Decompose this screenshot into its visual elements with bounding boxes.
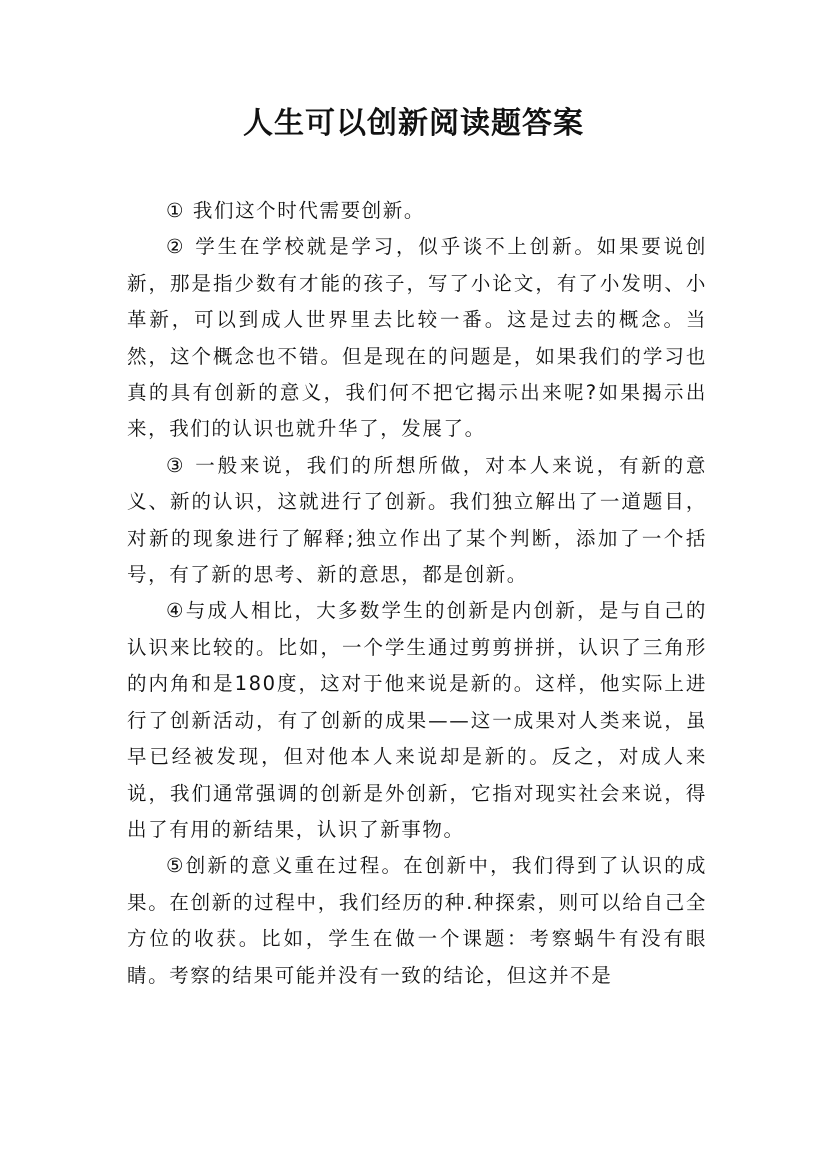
paragraph-3: ③ 一般来说，我们的所想所做，对本人来说，有新的意义、新的认识，这就进行了创新。我们独立解出了一道题目，对新的现象进行了解释;独立作出了某个判断，添加了一个括号，有了新的思考、新的意思，都是创新。 — [127, 453, 707, 587]
document-body — [127, 193, 707, 994]
paragraph-4: ④与成人相比，大多数学生的创新是内创新，是与自己的认识来比较的。比如，一个学生通过剪剪拼拼，认识了三角形的内角和是180度，这对于他来说是新的。这样，他实际上进行了创新活动，有了创新的成果——这一成果对人类来说，虽早已经被发现，但对他本人来说却是新的。反之，对成人来说，我们通常强调的创新是外创新，它指对现实社会来说，得出了有用的新结果，认识了新事物。 — [127, 599, 707, 841]
paragraph-2: ② 学生在学校就是学习，似乎谈不上创新。如果要说创新，那是指少数有才能的孩子，写了小论文，有了小发明、小革新，可以到成人世界里去比较一番。这是过去的概念。当然，这个概念也不错。但是现在的问题是，如果我们的学习也真的具有创新的意义，我们何不把它揭示出来呢?如果揭示出来，我们的认识也就升华了，发展了。 — [127, 235, 707, 441]
document-title: 人生可以创新阅读题答案 — [243, 106, 584, 141]
paragraph-5: ⑤创新的意义重在过程。在创新中，我们得到了认识的成果。在创新的过程中，我们经历的种.种探索，则可以给自己全方位的收获。比如，学生在做一个课题：考察蜗牛有没有眼睛。考察的结果可能并没有一致的结论，但这并不是 — [127, 854, 707, 987]
paragraph-1: ① 我们这个时代需要创新。 — [166, 199, 425, 222]
